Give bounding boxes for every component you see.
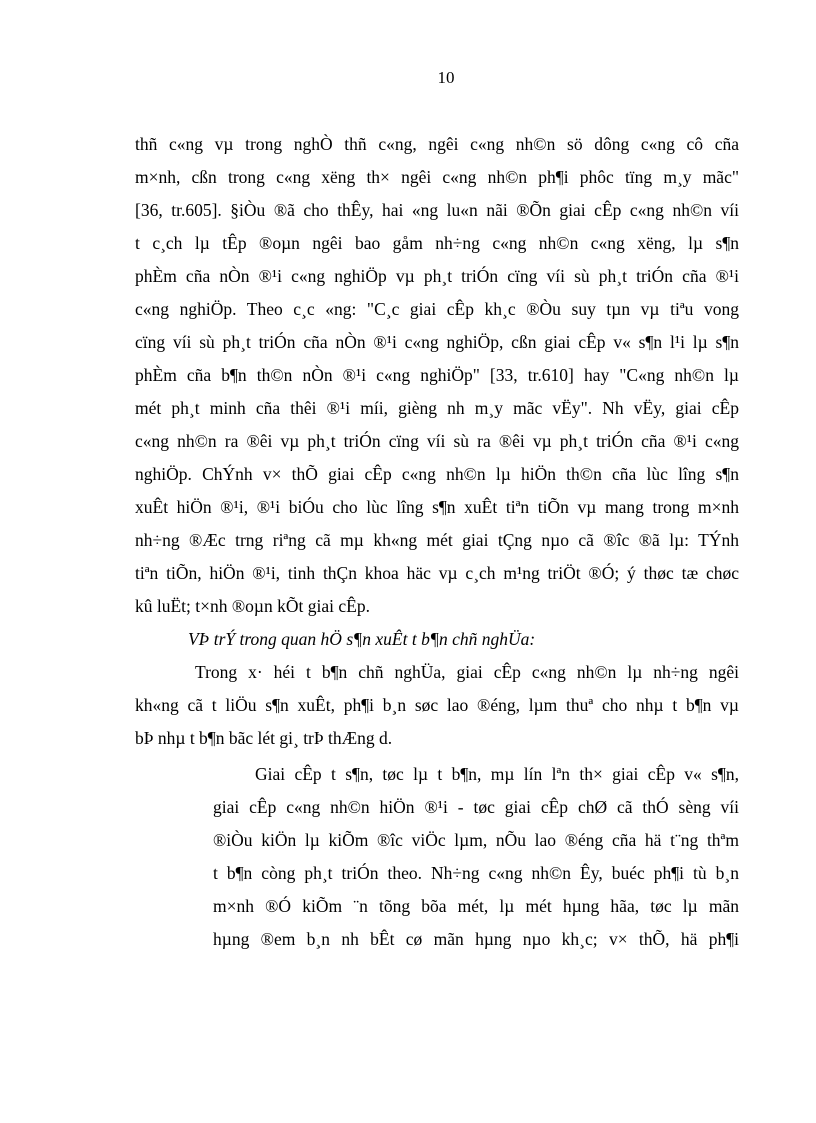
paragraph-line: bÞ nhµ t b¶n bãc lét gi¸ trÞ thÆng d.: [135, 728, 393, 748]
paragraph-line: cïng víi sù ph¸t triÓn cña nÒn ®¹i c«ng nghiÖp, cßn giai cÊp v« s¶n l¹i lµ s¶n: [135, 332, 739, 352]
paragraph-line: tiªn tiÕn, hiÖn ®¹i, tinh thÇn khoa häc vµ c¸ch m¹ng triÖt ®Ó; ý thøc tæ chøc: [135, 563, 739, 583]
paragraph-line: phÈm cña b¶n th©n nÒn ®¹i c«ng nghiÖp" [33, tr.610] hay "C«ng nh©n lµ: [135, 365, 739, 385]
page-number: 10: [437, 68, 455, 87]
paragraph-line: xuÊt hiÖn ®¹i, ®¹i biÓu cho lùc lîng s¶n xuÊt tiªn tiÕn vµ mang trong m×nh: [135, 497, 739, 517]
quote-line: Giai cÊp t s¶n, tøc lµ t b¶n, mµ lín lªn th× giai cÊp v« s¶n,: [255, 764, 739, 784]
body-text: [135, 128, 739, 755]
paragraph-line: m×nh, cßn trong c«ng xëng th× ngêi c«ng nh©n ph¶i phôc tïng m¸y mãc": [135, 167, 739, 187]
paragraph-line: [36, tr.605]. §iÒu ®ã cho thÊy, hai «ng lu«n nãi ®Õn giai cÊp c«ng nh©n víi: [135, 200, 739, 220]
paragraph-line: t c¸ch lµ tÊp ®oµn ngêi bao gåm nh÷ng c«ng nh©n c«ng xëng, lµ s¶n: [135, 233, 739, 253]
paragraph-line: phÈm cña nÒn ®¹i c«ng nghiÖp vµ ph¸t triÓn cïng víi sù ph¸t triÓn cña ®¹i: [135, 266, 739, 286]
quote-line: t b¶n còng ph¸t triÓn theo. Nh÷ng c«ng nh©n Êy, buéc ph¶i tù b¸n: [213, 863, 739, 883]
paragraph-line: thñ c«ng vµ trong nghÒ thñ c«ng, ngêi c«ng nh©n sö dông c«ng cô cña: [135, 134, 739, 154]
paragraph-line: mét ph¸t minh cña thêi ®¹i míi, gièng nh m¸y mãc vËy". Nh vËy, giai cÊp: [135, 398, 739, 418]
quote-line: hµng ®em b¸n nh bÊt cø mãn hµng nµo kh¸c; v× thÕ, hä ph¶i: [213, 929, 739, 949]
paragraph-line: c«ng nghiÖp. Theo c¸c «ng: "C¸c giai cÊp kh¸c ®Òu suy tµn vµ tiªu vong: [135, 299, 739, 319]
paragraph-line: kh«ng cã t liÖu s¶n xuÊt, ph¶i b¸n søc lao ®éng, lµm thuª cho nhµ t b¶n vµ: [135, 695, 739, 715]
paragraph-line: Trong x· héi t b¶n chñ nghÜa, giai cÊp c«ng nh©n lµ nh÷ng ngêi: [195, 662, 739, 682]
paragraph-line: kû luËt; t×nh ®oµn kÕt giai cÊp.: [135, 596, 370, 616]
paragraph-line: nh÷ng ®Æc trng riªng cã mµ kh«ng mét giai tÇng nµo cã ®îc ®ã lµ: TÝnh: [135, 530, 739, 550]
section-heading: VÞ trÝ trong quan hÖ s¶n xuÊt t b¶n chñ nghÜa:: [188, 629, 536, 649]
paragraph-line: nghiÖp. ChÝnh v× thÕ giai cÊp c«ng nh©n lµ hiÖn th©n cña lùc lîng s¶n: [135, 464, 739, 484]
quote-line: ®iÒu kiÖn lµ kiÕm ®îc viÖc lµm, nÕu lao ®éng cña hä t¨ng thªm: [213, 830, 739, 850]
quote-line: m×nh ®Ó kiÕm ¨n tõng bõa mét, lµ mét hµng hãa, tøc lµ mãn: [213, 896, 739, 916]
quote-line: giai cÊp c«ng nh©n hiÖn ®¹i - tøc giai cÊp chØ cã thÓ sèng víi: [213, 797, 739, 817]
paragraph-line: c«ng nh©n ra ®êi vµ ph¸t triÓn cïng víi sù ra ®êi vµ ph¸t triÓn cña ®¹i c«ng: [135, 431, 739, 451]
block-quote: [213, 758, 739, 956]
